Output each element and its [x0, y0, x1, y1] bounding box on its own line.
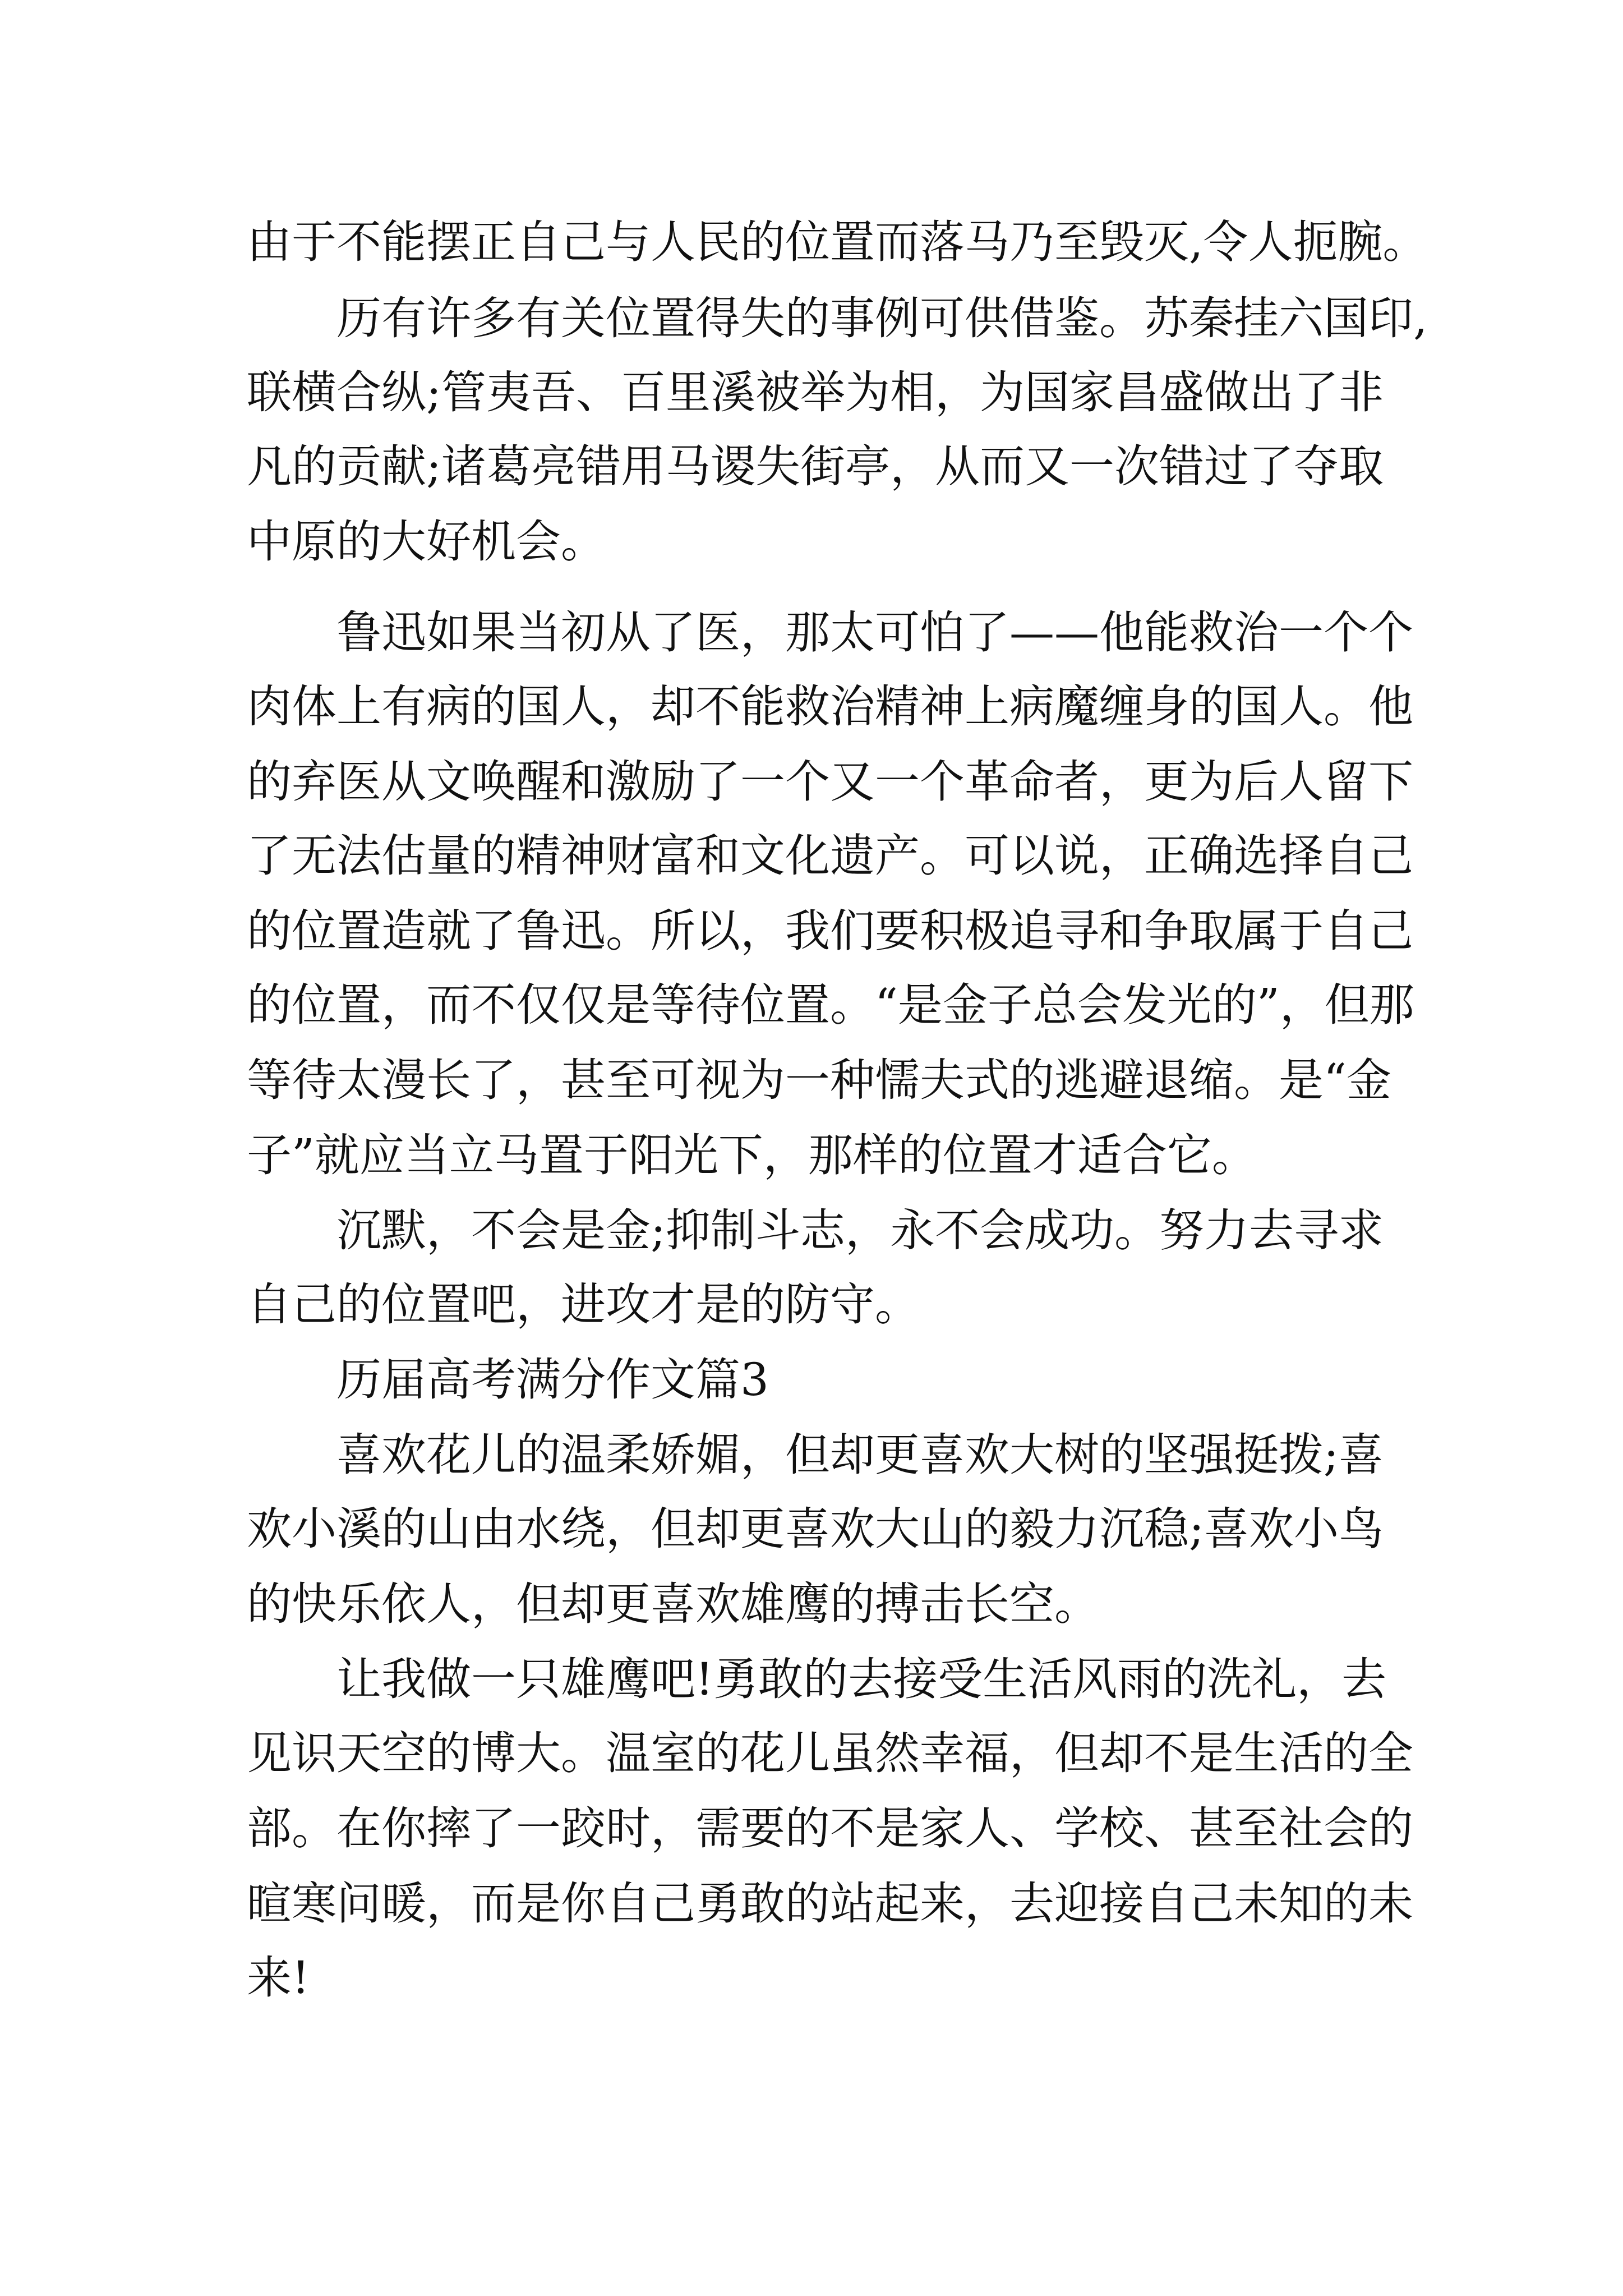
- text-line: 子”就应当立马置于阳光下，那样的位置才适合它。: [247, 1129, 1257, 1181]
- text-line: 自己的位置吧，进攻才是的防守。: [247, 1278, 920, 1331]
- paragraph-first-line: 鲁迅如果当初从了医，那太可怕了——他能救治一个个: [336, 606, 1413, 659]
- text-line: 见识天空的博大。温室的花儿虽然幸福，但却不是生活的全: [247, 1727, 1413, 1779]
- paragraph-first-line: 喜欢花儿的温柔娇媚，但却更喜欢大树的坚强挺拨;喜: [336, 1429, 1384, 1481]
- section-heading: 历届高考满分作文篇3: [336, 1354, 769, 1406]
- text-line: 部。在你摔了一跤时，需要的不是家人、学校、甚至社会的: [247, 1802, 1413, 1855]
- text-line: 中原的大好机会。: [247, 516, 606, 568]
- paragraph-first-line: 让我做一只雄鹰吧!勇敢的去接受生活风雨的洗礼，去: [336, 1653, 1387, 1705]
- text-line: 的位置造就了鲁迅。所以，我们要积极追寻和争取属于自己: [247, 905, 1413, 957]
- text-line: 的快乐依人，但却更喜欢雄鹰的搏击长空。: [247, 1578, 1099, 1630]
- text-line: 肉体上有病的国人，却不能救治精神上病魔缠身的国人。他: [247, 680, 1413, 733]
- text-line: 欢小溪的山由水绕，但却更喜欢大山的毅力沉稳;喜欢小鸟: [247, 1503, 1384, 1555]
- text-line: 暄寒问暖，而是你自己勇敢的站起来，去迎接自己未知的未: [247, 1878, 1413, 1930]
- text-line: 的位置，而不仅仅是等待位置。“是金子总会发光的”，但那: [247, 979, 1414, 1031]
- text-line: 了无法估量的精神财富和文化遗产。可以说，正确选择自己: [247, 830, 1413, 882]
- text-line: 的弃医从文唤醒和激励了一个又一个革命者，更为后人留下: [247, 756, 1413, 808]
- text-line: 等待太漫长了，甚至可视为一种懦夫式的逃避退缩。是“金: [247, 1054, 1391, 1106]
- text-line: 联横合纵;管夷吾、百里溪被举为相，为国家昌盛做出了非: [247, 366, 1384, 418]
- text-line: 来!: [247, 1952, 310, 2004]
- text-line: 由于不能摆正自己与人民的位置而落马乃至毁灭,令人扼腕。: [247, 216, 1428, 268]
- paragraph-first-line: 历有许多有关位置得失的事例可供借鉴。苏秦挂六国印,: [336, 292, 1428, 344]
- text-line: 凡的贡献;诸葛亮错用马谡失街亭，从而又一次错过了夺取: [247, 440, 1384, 493]
- paragraph-first-line: 沉默，不会是金;抑制斗志，永不会成功。努力去寻求: [336, 1204, 1384, 1257]
